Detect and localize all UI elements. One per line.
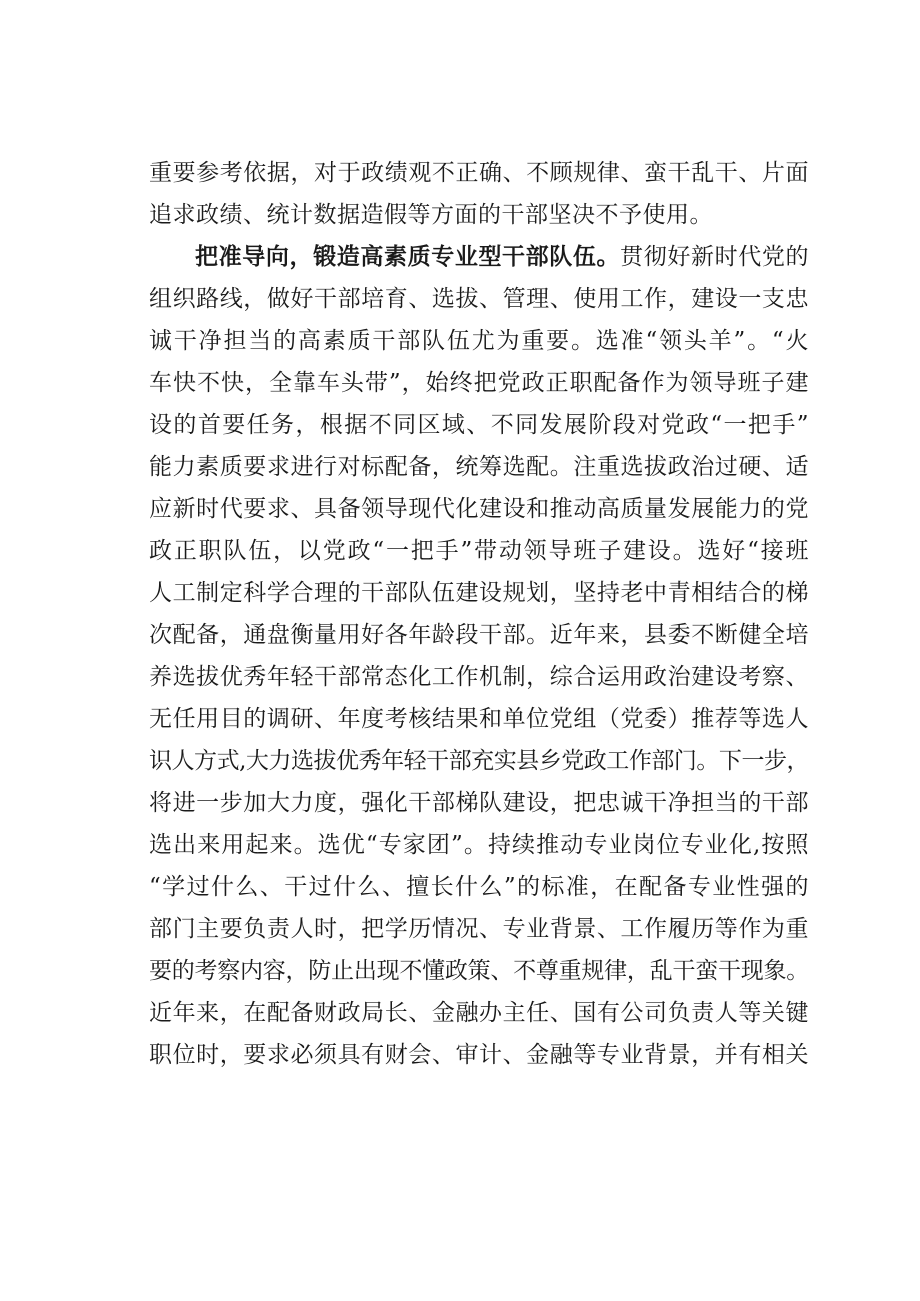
text-line: 养选拔优秀年轻干部常态化工作机制，综合运用政治建设考察、	[149, 664, 809, 690]
text-line: 次配备，通盘衡量用好各年龄段干部。近年来，县委不断健全培	[149, 622, 809, 648]
text-line: 政正职队伍，以党政“一把手”带动领导班子建设。选好“接班	[149, 538, 809, 564]
paragraph-heading: 把准导向，锻造高素质专业型干部队伍。	[195, 243, 621, 270]
body-text	[149, 152, 809, 1076]
text-line: 识人方式,大力选拔优秀年轻干部充实县乡党政工作部门。下一步，	[149, 748, 809, 774]
text-line: 重要参考依据，对于政绩观不正确、不顾规律、蛮干乱干、片面	[149, 160, 809, 186]
text-line: 应新时代要求、具备领导现代化建设和推动高质量发展能力的党	[149, 496, 809, 522]
text-line: 将进一步加大力度，强化干部梯队建设，把忠诚干净担当的干部	[149, 790, 809, 816]
text-line: 设的首要任务，根据不同区域、不同发展阶段对党政“一把手”	[149, 412, 809, 438]
text-line: 诚干净担当的高素质干部队伍尤为重要。选准“领头羊”。“火	[149, 328, 809, 354]
text-line: “学过什么、干过什么、擅长什么”的标准，在配备专业性强的	[149, 874, 809, 900]
heading-line-rest: 贯彻好新时代党的	[620, 244, 810, 270]
text-line: 追求政绩、统计数据造假等方面的干部坚决不予使用。	[149, 202, 713, 228]
text-line	[149, 236, 809, 278]
text-line: 要的考察内容，防止出现不懂政策、不尊重规律，乱干蛮干现象。	[149, 958, 809, 984]
paragraph-1	[149, 152, 809, 236]
text-line: 车快不快，全靠车头带”，始终把党政正职配备作为领导班子建	[149, 370, 809, 396]
text-line: 组织路线，做好干部培育、选拔、管理、使用工作，建设一支忠	[149, 286, 809, 312]
paragraph-2	[149, 236, 809, 1076]
text-line: 职位时，要求必须具有财会、审计、金融等专业背景，并有相关	[149, 1042, 809, 1068]
text-line: 近年来，在配备财政局长、金融办主任、国有公司负责人等关键	[149, 1000, 809, 1026]
text-line: 无任用目的调研、年度考核结果和单位党组（党委）推荐等选人	[149, 706, 809, 732]
text-line: 人工制定科学合理的干部队伍建设规划，坚持老中青相结合的梯	[149, 580, 809, 606]
text-line: 选出来用起来。选优“专家团”。持续推动专业岗位专业化,按照	[149, 832, 809, 858]
text-line: 部门主要负责人时，把学历情况、专业背景、工作履历等作为重	[149, 916, 809, 942]
text-line: 能力素质要求进行对标配备，统筹选配。注重选拔政治过硬、适	[149, 454, 809, 480]
